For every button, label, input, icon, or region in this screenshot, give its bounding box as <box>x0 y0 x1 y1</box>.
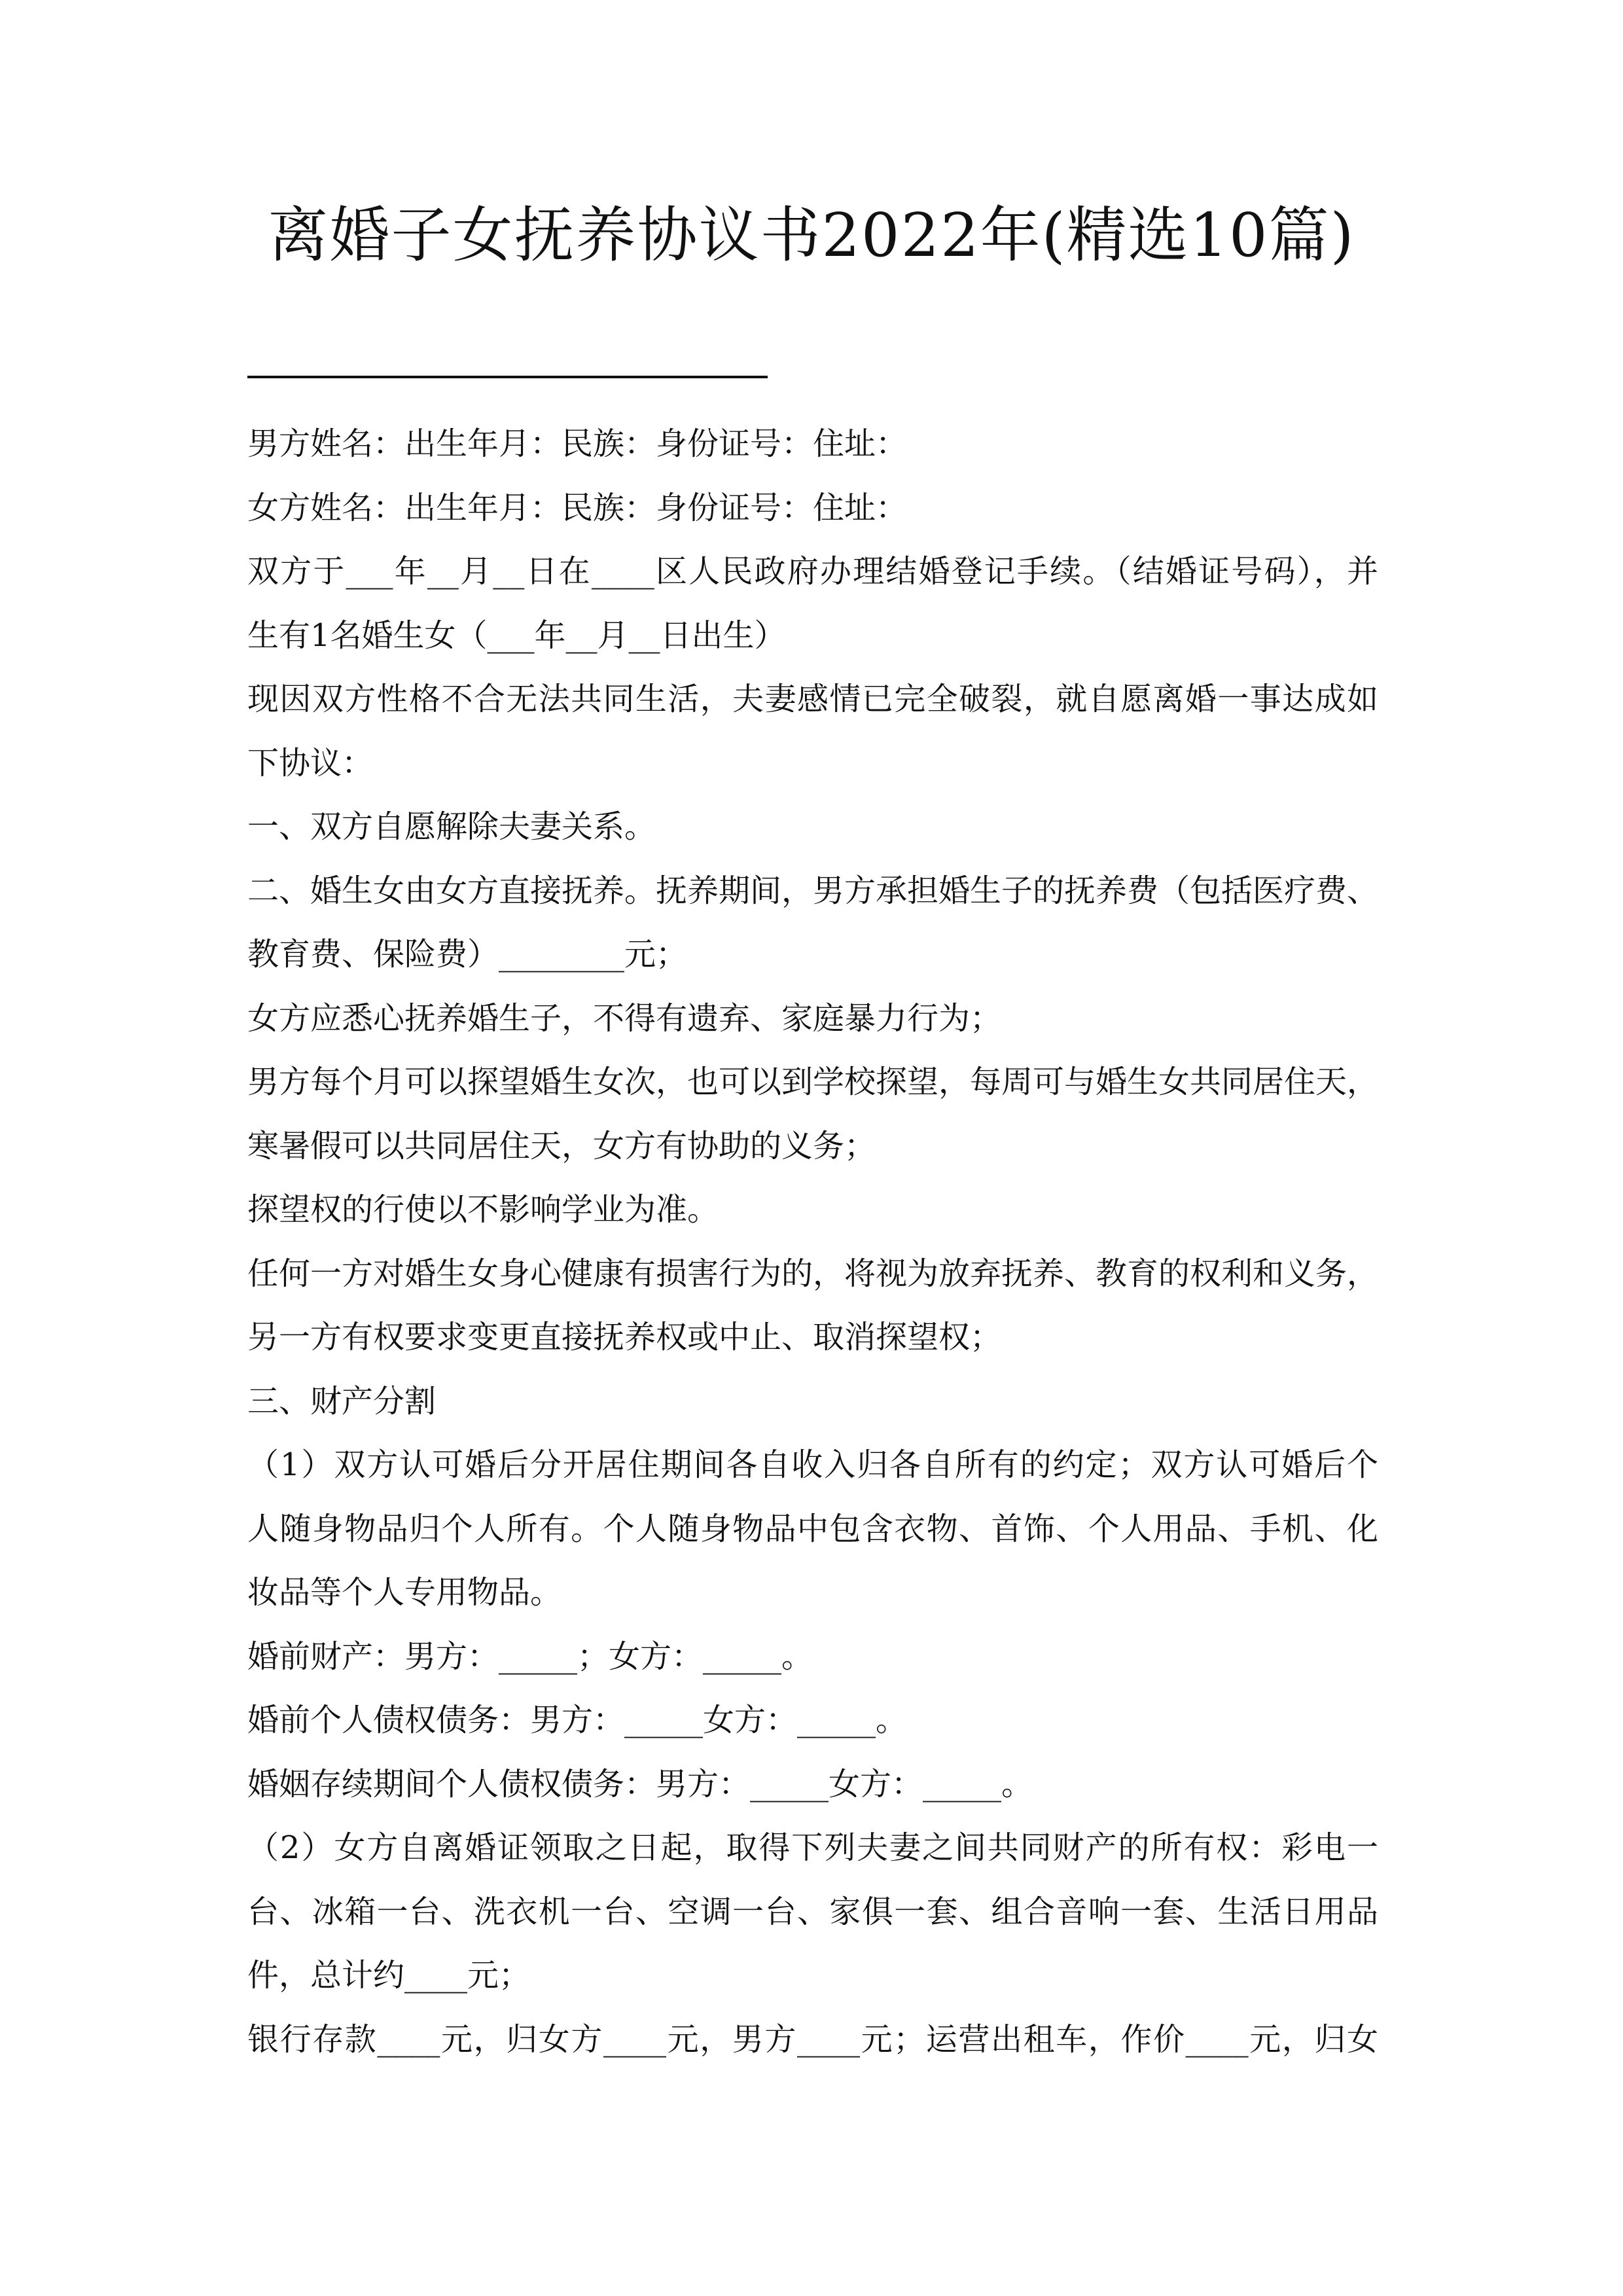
paragraph-line: 女方应悉心抚养婚生子，不得有遗弃、家庭暴力行为； <box>247 999 1002 1037</box>
paragraph-line: 另一方有权要求变更直接抚养权或中止、取消探望权； <box>247 1319 1002 1355</box>
paragraph-line: 寒暑假可以共同居住天，女方有协助的义务； <box>247 1127 876 1164</box>
paragraph-line: （1）双方认可婚后分开居住期间各自收入归各自所有的约定；双方认可婚后个 <box>247 1446 1378 1483</box>
paragraph-line: 探望权的行使以不影响学业为准。 <box>247 1191 719 1228</box>
paragraph-line: 人随身物品归个人所有。个人随身物品中包含衣物、首饰、个人用品、手机、化 <box>247 1510 1378 1547</box>
document-title: 离婚子女抚养协议书2022年(精选10篇) <box>268 200 1355 270</box>
paragraph-line: 女方姓名：出生年月：民族：身份证号：住址： <box>247 489 908 526</box>
paragraph-line: （2）女方自离婚证领取之日起，取得下列夫妻之间共同财产的所有权：彩电一 <box>247 1829 1378 1866</box>
paragraph-line: 件，总计约____元； <box>247 1957 531 1994</box>
paragraph-line: 双方于___年__月__日在____区人民政府办理结婚登记手续。（结婚证号码），并 <box>247 553 1378 590</box>
paragraph-line: 婚前个人债权债务：男方：_____女方：_____。 <box>247 1702 908 1738</box>
section-heading: 二、婚生女由女方直接抚养。抚养期间，男方承担婚生子的抚养费（包括医疗费、 <box>247 872 1378 909</box>
paragraph-line: 任何一方对婚生女身心健康有损害行为的，将视为放弃抚养、教育的权利和义务， <box>247 1255 1378 1292</box>
paragraph-line: 男方每个月可以探望婚生女次，也可以到学校探望，每周可与婚生女共同居住天， <box>247 1064 1378 1100</box>
paragraph-line: 台、冰箱一台、洗衣机一台、空调一台、家俱一套、组合音响一套、生活日用品 <box>247 1893 1378 1930</box>
paragraph-line: 教育费、保险费）________元； <box>247 936 688 973</box>
paragraph-line: 婚前财产：男方：_____；女方：_____。 <box>247 1638 813 1675</box>
paragraph-line: 男方姓名：出生年月：民族：身份证号：住址： <box>247 425 908 462</box>
paragraph-line: 婚姻存续期间个人债权债务：男方：_____女方：_____。 <box>247 1765 1033 1803</box>
document-body <box>247 412 1378 2072</box>
section-heading: 一、双方自愿解除夫妻关系。 <box>247 808 656 845</box>
paragraph-line: 现因双方性格不合无法共同生活，夫妻感情已完全破裂，就自愿离婚一事达成如 <box>247 681 1378 717</box>
paragraph-line: 妆品等个人专用物品。 <box>247 1574 562 1611</box>
title-separator-line <box>247 376 768 378</box>
paragraph-line: 生有1名婚生女（___年__月__日出生） <box>247 617 786 654</box>
section-heading: 三、财产分割 <box>247 1382 437 1420</box>
paragraph-line: 银行存款____元，归女方____元，男方____元；运营出租车，作价____元，归女 <box>247 2020 1378 2058</box>
paragraph-line: 下协议： <box>247 744 374 781</box>
